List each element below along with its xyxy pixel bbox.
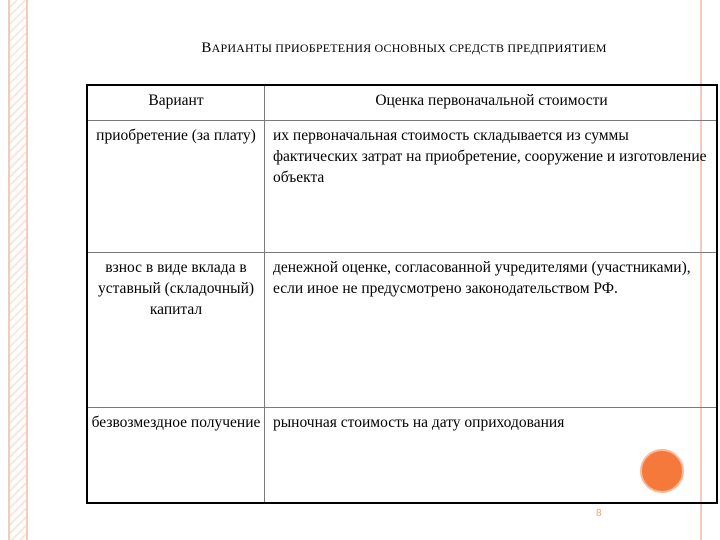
slide-title — [0, 40, 720, 57]
table-row — [87, 121, 717, 253]
header-valuation: Оценка первоначальной стоимости — [265, 85, 718, 121]
slide-title-rest: АРИАНТЫ ПРИОБРЕТЕНИЯ ОСНОВНЫХ СРЕДСТВ ПРЕДПРИЯТИЕМ — [211, 41, 607, 55]
cell-variant: взнос в виде вклада в уставный (складочный) капитал — [87, 253, 265, 408]
page-number: 8 — [596, 508, 602, 519]
decorative-left-border — [8, 0, 28, 540]
cell-variant: безвозмездное получение — [87, 408, 265, 504]
cell-variant: приобретение (за плату) — [87, 121, 265, 253]
header-variant: Вариант — [87, 85, 265, 121]
cell-valuation: денежной оценке, согласованной учредителями (участниками), если иное не предусмотрено законодательством РФ. — [265, 253, 718, 408]
slide-title-initial: В — [201, 40, 212, 56]
orange-circle-decoration — [640, 449, 684, 493]
cell-valuation: их первоначальная стоимость складывается из суммы фактических затрат на приобретение, сооружение и изготовление объекта — [265, 121, 718, 253]
acquisition-table — [86, 84, 718, 504]
table-header-row — [87, 85, 717, 121]
table-row — [87, 253, 717, 408]
acquisition-table-wrapper — [86, 84, 718, 504]
cell-valuation: рыночная стоимость на дату оприходования — [265, 408, 718, 504]
table-row — [87, 408, 717, 504]
